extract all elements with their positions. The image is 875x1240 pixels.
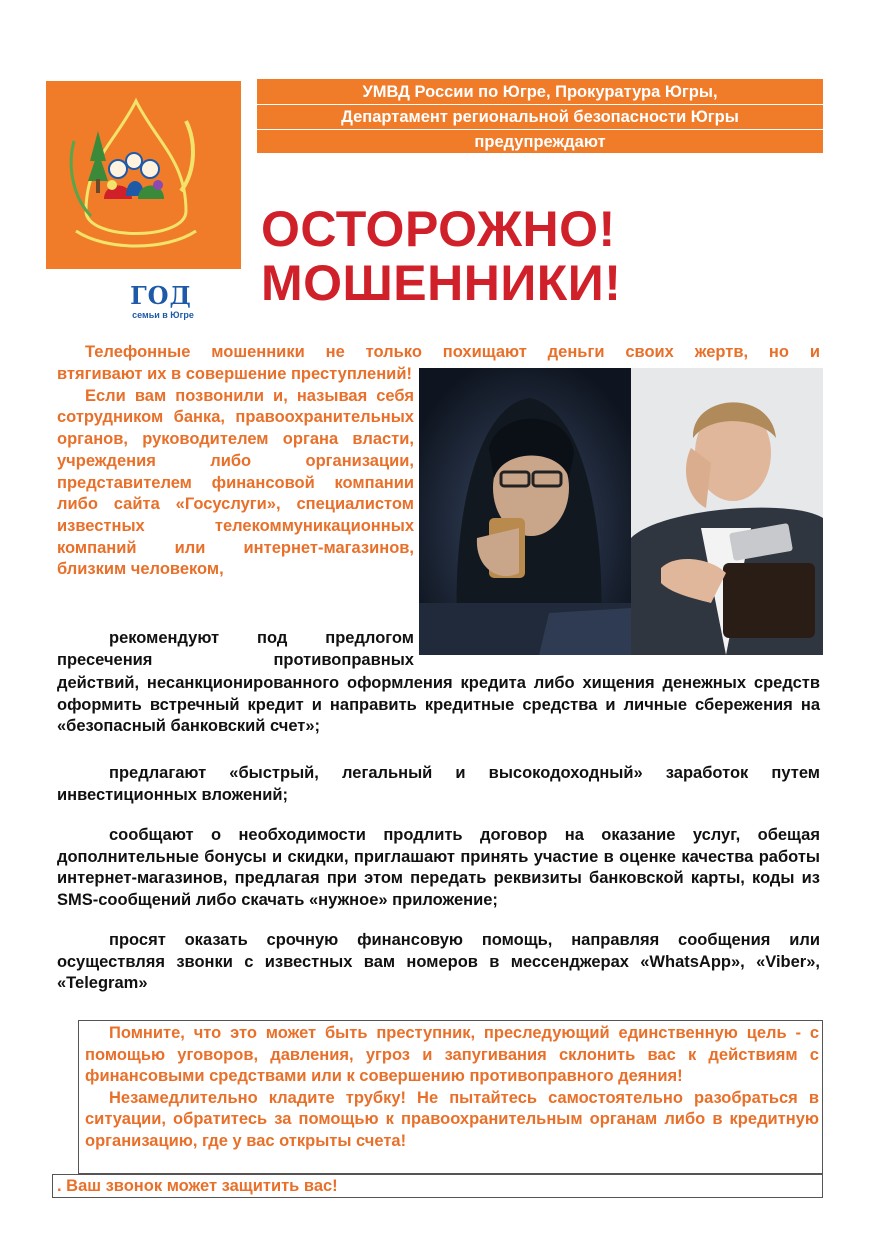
item-1-continuation — [57, 673, 820, 738]
intro-paragraph-1-rest: втягивают их в совершение преступлений! — [57, 365, 412, 383]
intro-left-column — [57, 364, 414, 581]
item-1-start-text: рекомендуют под предлогом пресечения противоправных — [57, 629, 414, 669]
logo-year-text: ГОД — [130, 281, 192, 310]
warning-paragraph-2: Незамедлительно кладите трубку! Не пытайтесь самостоятельно разобраться в ситуации, обратитесь за помощью к правоохранительным органам либо в кредитную организацию, где у вас открыты счета! — [85, 1088, 819, 1150]
intro-paragraph-2: Если вам позвонили и, называя себя сотрудником банка, правоохранительных органов, руководителем органа власти, учреждения либо организации, представителем финансовой компании либо сайта «Госуслуги», специалистом известных телекоммуникационных компаний или интернет-магазинов, близким человеком, — [57, 386, 414, 579]
header-authorities-box — [257, 79, 823, 153]
item-1-rest-text: действий, несанкционированного оформления кредита либо хищения денежных средств оформить встречный кредит и направить кредитные средства и личные сбережения на «безопасный банковский счет»; — [57, 674, 820, 736]
warning-paragraph-1: Помните, что это может быть преступник, преследующий единственную цель - с помощью уговоров, давления, угроз и запугивания склонить вас к действиям с финансовыми средствами или к совершению противоправного деяния! — [85, 1024, 819, 1085]
item-3 — [57, 825, 820, 911]
item-3-text: сообщают о необходимости продлить договор на оказание услуг, обещая дополнительные бонусы и скидки, приглашают принять участие в оценке качества работы интернет-магазинов, предлагая при этом передать реквизиты банковской карты, коды из SMS-сообщений либо скачать «нужное» приложение; — [57, 826, 820, 909]
warning-box — [78, 1020, 823, 1174]
page-title — [261, 202, 621, 310]
footer-call-box — [52, 1174, 823, 1198]
intro-first-line: Телефонные мошенники не только похищают деньги своих жертв, но и — [85, 343, 820, 361]
logo-subtitle-text: семьи в Югре — [132, 310, 194, 320]
item-4 — [57, 930, 820, 995]
item-4-text: просят оказать срочную финансовую помощь, направляя сообщения или осуществляя звонки с известных вам номеров в мессенджерах «WhatsApp», «Viber», «Telegram» — [57, 931, 820, 993]
item-2 — [57, 763, 820, 806]
header-line-1: УМВД России по Югре, Прокуратура Югры, — [257, 80, 823, 105]
header-line-2: Департамент региональной безопасности Югры — [257, 105, 823, 130]
header-line-3: предупреждают — [474, 133, 606, 151]
item-2-text: предлагают «быстрый, легальный и высокодоходный» заработок путем инвестиционных вложений; — [57, 764, 820, 804]
item-1-start — [57, 628, 414, 671]
footer-text: . Ваш звонок может защитить вас! — [57, 1177, 338, 1195]
hooded-scammer-photo — [419, 368, 631, 655]
title-line-2: МОШЕННИКИ! — [261, 255, 622, 311]
illustration-photos — [419, 368, 823, 655]
year-of-family-logo — [46, 81, 241, 320]
logo-emblem-icon — [46, 81, 241, 269]
title-line-1: ОСТОРОЖНО! — [261, 201, 616, 257]
businessman-with-wallet-photo — [631, 368, 823, 655]
